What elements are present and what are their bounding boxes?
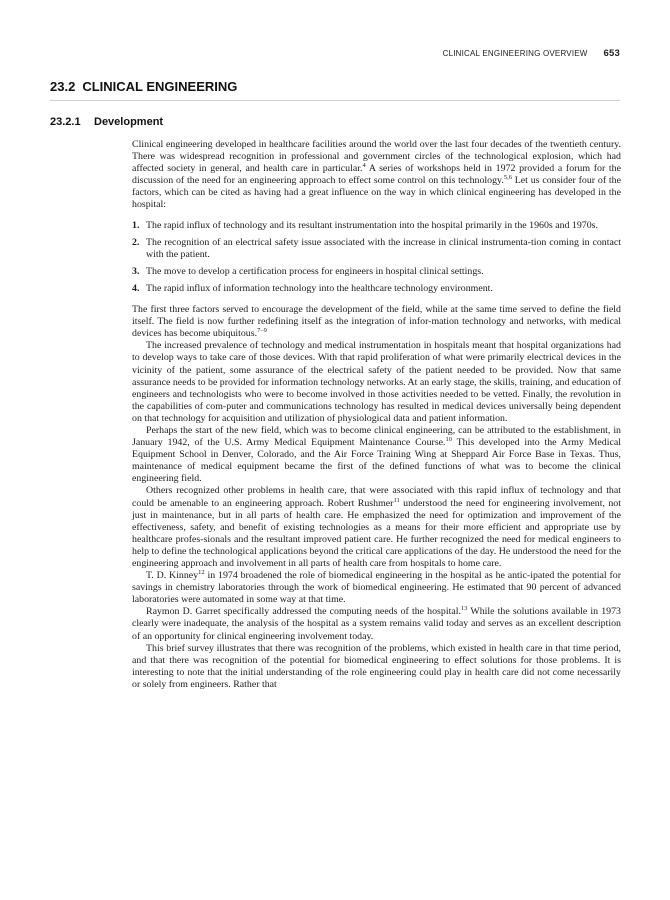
section-heading	[50, 79, 620, 101]
paragraph-text: The first three factors served to encourage the development of the field, while at the same time served to define the field itself. The field is now further redefining itself as the integration of infor-mation technology and networks, with medical devices has become ubiquitous.	[132, 304, 621, 340]
list-item-text: The rapid influx of technology and its resultant instrumentation into the hospital primarily in the 1960s and 1970s.	[146, 219, 598, 231]
list-item-text: The move to develop a certification process for engineers in hospital clinical settings.	[146, 265, 484, 277]
citation-ref: 11	[393, 496, 400, 504]
list-item-number: 3.	[132, 265, 140, 277]
subsection-heading	[50, 116, 163, 128]
list-item	[132, 237, 621, 261]
citation-ref: 13	[460, 605, 468, 613]
paragraph-text: Raymon D. Garret specifically addressed the computing needs of the hospital.	[146, 606, 461, 618]
intro-text-a: Clinical engineering developed in healthcare facilities around the world over the last four decades of the twentieth century. There was widespread recognition in professional and government circles of the technological explosion, which had affected society in general, and health care in particular.	[132, 139, 621, 175]
list-item	[132, 266, 621, 278]
paragraph	[132, 485, 621, 570]
list-item-text: The recognition of an electrical safety issue associated with the increase in clinical instrumenta-tion coming in contact with the patient.	[146, 236, 621, 260]
paragraph-text: This developed into the Army Medical Equipment School in Denver, Colorado, and the Air Force Training Wing at Sheppard Air Force Base in Texas. Thus, maintenance of medical equipment became the first of the defined functions of what was to become the clinical engineering field.	[132, 437, 621, 485]
intro-paragraph	[132, 139, 621, 212]
intro-text-c: Let us consider four of the factors, which can be cited as having had a great influence on the way in which clinical engineering has developed in the hospital:	[132, 175, 621, 211]
citation-ref: 12	[198, 569, 205, 577]
paragraph-text: This brief survey illustrates that there was recognition of the problems, which existed in health care in that time period, and that there was recognition of the potential for biomedical engineering to effect solutions for those problems. It is interesting to note that the initial understanding of the role engineering could play in health care did not come necessarily or solely from engineers. Rather that	[132, 642, 621, 690]
paragraph-text: While the solutions available in 1973 clearly were inadequate, the analysis of the hospital as a system remains valid today and serves as an excellent description of an opportunity for clinical engineering involvement today.	[132, 606, 621, 642]
subsection-title: Development	[94, 116, 164, 128]
list-item-number: 1.	[132, 219, 140, 231]
paragraph-text: Perhaps the start of the new field, which was to become clinical engineering, can be attributed to the establishment, in January 1942, of the U.S. Army Medical Equipment Maintenance Course.	[132, 424, 621, 449]
paragraph-text: understood the need for engineering involvement, not just in maintenance, but in all parts of health care. He emphasized the need for optimization and improvement of the effectiveness, safety, and benefit of existing technologies as a means for their more efficient and appropriate use by healthcare profes-sionals and the resultant improved patient care. He further recognized the need for medical engineers to help to define the technological applications beyond the critical care applications of the day. He understood the need for the engineering approach and involvement in all parts of health care from hospitals to home care.	[132, 497, 621, 569]
list-item-text: The rapid influx of information technology into the healthcare technology environment.	[146, 282, 493, 294]
paragraph	[132, 643, 621, 691]
list-item	[132, 283, 621, 295]
paragraph-text: Others recognized other problems in health care, that were associated with this rapid influx of technology and that could be amenable to an engineering approach. Robert Rushmer	[132, 485, 621, 509]
citation-ref: 5,6	[503, 174, 512, 182]
paragraph	[132, 340, 621, 425]
section-title: CLINICAL ENGINEERING	[82, 79, 238, 94]
paragraph	[132, 304, 621, 340]
factors-list	[132, 220, 621, 295]
list-item	[132, 220, 621, 232]
running-head	[443, 48, 620, 59]
paragraph-text: The increased prevalence of technology and medical instrumentation in hospitals meant that hospital organizations had to develop ways to take care of those devices. With that rapid proliferation of what were primarily electrical devices in the vicinity of the patient, some assurance of the electrical safety of the patient needed to be provided. Now that same assurance needs to be provided for information technology networks. At an early stage, the skills, training, and education of engineers and technologists who were to become involved in those activities needed to be vetted. Finally, the revolution in the capabilities of com-puter and communications technology has resulted in medical devices universally being dependent on that technology for acquisition and utilization of physiological data and patient information.	[132, 340, 621, 424]
subsection-number: 23.2.1	[50, 116, 81, 128]
paragraph	[132, 606, 621, 642]
citation-ref: 7–9	[257, 327, 267, 335]
intro-text-b: A series of workshops held in 1972 provided a forum for the discussion of the need for an engineering approach to effect some control on this technology.	[132, 163, 621, 187]
citation-ref: 10	[445, 436, 453, 444]
list-item-number: 2.	[132, 236, 140, 248]
paragraph-text: T. D. Kinney	[146, 570, 199, 582]
paragraph	[132, 570, 621, 606]
running-head-title: CLINICAL ENGINEERING OVERVIEW	[442, 49, 588, 58]
citation-ref: 4	[362, 162, 366, 170]
page-number: 653	[603, 48, 620, 59]
paragraph-text: in 1974 broadened the role of biomedical engineering in the hospital as he antic-ipated the potential for savings in chemistry laboratories through the work of biomedical engineering. He estimated that 90 percent of advanced laboratories were automated in some way at that time.	[132, 570, 622, 606]
body-text	[132, 139, 621, 691]
paragraph	[132, 425, 621, 485]
section-number: 23.2	[50, 79, 76, 94]
list-item-number: 4.	[132, 282, 140, 294]
